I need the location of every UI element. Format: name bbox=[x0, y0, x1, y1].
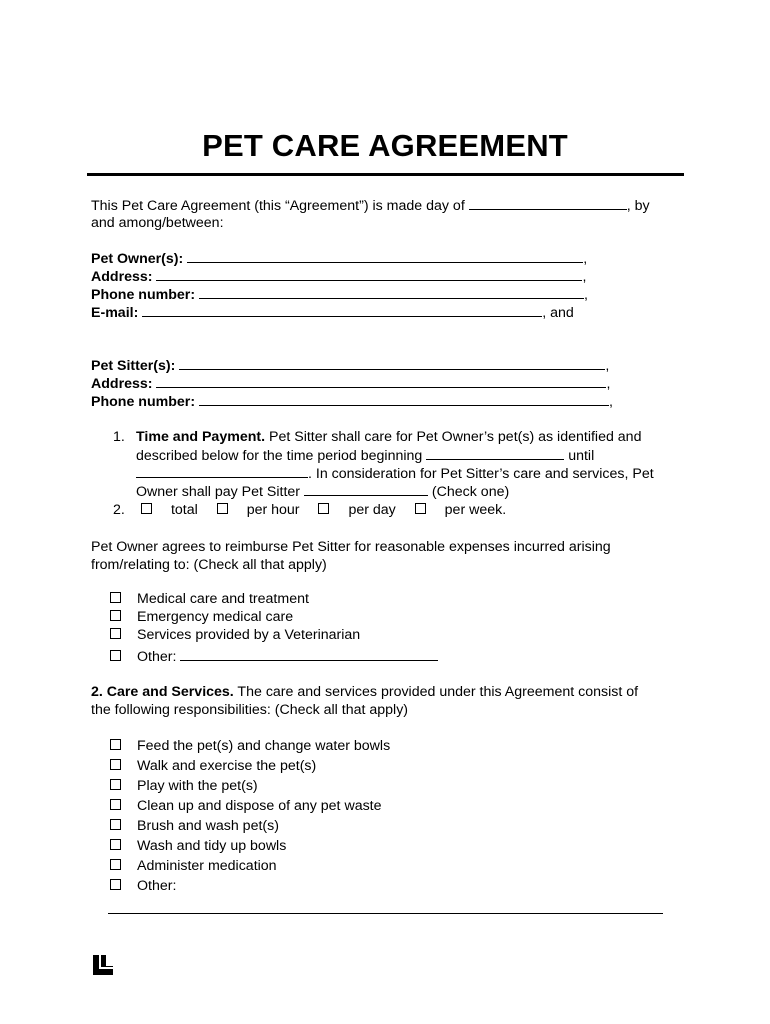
owner-name-field[interactable] bbox=[187, 249, 583, 263]
list-item-label: Walk and exercise the pet(s) bbox=[137, 758, 317, 774]
start-date-field[interactable] bbox=[426, 446, 564, 460]
section1-text: Pet Sitter shall care for Pet Owner’s pet(s) as identified and bbox=[265, 429, 642, 445]
checkbox-per-week[interactable] bbox=[415, 503, 426, 514]
list-item-label: Services provided by a Veterinarian bbox=[137, 627, 361, 643]
other-expense-field[interactable] bbox=[180, 647, 438, 661]
section2-heading: 2. Care and Services. bbox=[91, 684, 234, 700]
list-item bbox=[110, 818, 279, 834]
section1-line-2 bbox=[136, 446, 594, 465]
checkbox[interactable] bbox=[110, 819, 121, 830]
list-item-label: Other: bbox=[137, 649, 177, 665]
check-one-text: (Check one) bbox=[431, 484, 510, 500]
list-item-label: Wash and tidy up bowls bbox=[137, 838, 287, 854]
list-item bbox=[110, 647, 438, 665]
list-item bbox=[110, 627, 360, 643]
payment-amount-field[interactable] bbox=[304, 482, 428, 496]
sitter-name-field[interactable] bbox=[179, 356, 605, 370]
payment-options-row bbox=[141, 501, 506, 519]
intro-by: , by bbox=[626, 198, 650, 214]
checkbox[interactable] bbox=[110, 799, 121, 810]
list-item-label: Administer medication bbox=[137, 858, 277, 874]
list-item-label: Emergency medical care bbox=[137, 609, 294, 625]
list-item bbox=[110, 738, 390, 754]
section1-number: 1. bbox=[113, 429, 125, 445]
list-item-label: Other: bbox=[137, 878, 177, 894]
list-item bbox=[110, 758, 316, 774]
checkbox[interactable] bbox=[110, 628, 121, 639]
list-item bbox=[110, 609, 293, 625]
comma: , bbox=[583, 251, 588, 267]
comma: , bbox=[606, 376, 611, 392]
section1-line-3 bbox=[136, 464, 654, 483]
section1-text: . In consideration for Pet Sitter’s care and services, Pet bbox=[308, 466, 654, 482]
owner-phone-label: Phone number: bbox=[91, 287, 196, 303]
option-per-day-label: per day bbox=[348, 502, 396, 518]
and-text: , and bbox=[542, 305, 574, 321]
checkbox[interactable] bbox=[110, 759, 121, 770]
sitter-phone-label: Phone number: bbox=[91, 394, 196, 410]
checkbox-per-hour[interactable] bbox=[217, 503, 228, 514]
checkbox[interactable] bbox=[110, 610, 121, 621]
list-item bbox=[110, 798, 382, 814]
comma: , bbox=[584, 287, 588, 303]
section1-line-1 bbox=[136, 428, 641, 446]
list-item-label: Play with the pet(s) bbox=[137, 778, 258, 794]
section1-heading: Time and Payment. bbox=[136, 429, 266, 445]
sitter-address-label: Address: bbox=[91, 376, 153, 392]
other-services-field[interactable] bbox=[108, 913, 663, 914]
section1-text: Owner shall pay Pet Sitter bbox=[136, 484, 301, 500]
sitter-address-field[interactable] bbox=[156, 374, 606, 388]
checkbox[interactable] bbox=[110, 592, 121, 603]
option-per-hour-label: per hour bbox=[246, 502, 300, 518]
comma: , bbox=[605, 358, 610, 374]
end-date-field[interactable] bbox=[136, 464, 308, 478]
list-item-label: Medical care and treatment bbox=[137, 591, 309, 607]
list-item-label: Clean up and dispose of any pet waste bbox=[137, 798, 382, 814]
section2-line-1 bbox=[91, 683, 638, 701]
checkbox[interactable] bbox=[110, 650, 121, 661]
sitter-label: Pet Sitter(s): bbox=[91, 358, 176, 374]
owner-name-row bbox=[91, 249, 587, 268]
until-text: until bbox=[568, 448, 595, 464]
list-item-label: Brush and wash pet(s) bbox=[137, 818, 279, 834]
option-per-week-label: per week. bbox=[444, 502, 507, 518]
list-item bbox=[110, 778, 258, 794]
owner-email-label: E-mail: bbox=[91, 305, 139, 321]
list-item bbox=[110, 591, 309, 607]
list-item bbox=[110, 878, 176, 894]
sitter-phone-field[interactable] bbox=[199, 392, 609, 406]
section1-number-2: 2. bbox=[113, 502, 125, 518]
document-logo-icon bbox=[93, 955, 113, 975]
intro-text: This Pet Care Agreement (this “Agreement”) is made day of bbox=[91, 198, 465, 214]
section2-line-2: the following responsibilities: (Check all that apply) bbox=[91, 702, 409, 718]
owner-phone-field[interactable] bbox=[199, 285, 584, 299]
comma: , bbox=[609, 394, 613, 410]
reimburse-line-2: from/relating to: (Check all that apply) bbox=[91, 557, 327, 573]
intro-line-1 bbox=[91, 196, 650, 215]
sitter-address-row bbox=[91, 374, 610, 393]
checkbox[interactable] bbox=[110, 879, 121, 890]
list-item bbox=[110, 838, 286, 854]
owner-address-row bbox=[91, 267, 586, 286]
option-total-label: total bbox=[170, 502, 198, 518]
checkbox[interactable] bbox=[110, 859, 121, 870]
date-blank[interactable] bbox=[469, 196, 627, 210]
list-item bbox=[110, 858, 277, 874]
checkbox-per-day[interactable] bbox=[318, 503, 329, 514]
owner-label: Pet Owner(s): bbox=[91, 251, 184, 267]
checkbox[interactable] bbox=[110, 839, 121, 850]
owner-phone-row bbox=[91, 285, 588, 304]
owner-email-row bbox=[91, 303, 574, 322]
checkbox[interactable] bbox=[110, 739, 121, 750]
comma: , bbox=[582, 269, 587, 285]
section1-text: described below for the time period beginning bbox=[136, 448, 423, 464]
title-divider bbox=[87, 173, 684, 176]
sitter-phone-row bbox=[91, 392, 613, 411]
section1-line-4 bbox=[136, 482, 509, 501]
checkbox[interactable] bbox=[110, 779, 121, 790]
page-title: PET CARE AGREEMENT bbox=[202, 128, 568, 163]
owner-address-field[interactable] bbox=[156, 267, 582, 281]
checkbox-total[interactable] bbox=[141, 503, 152, 514]
owner-address-label: Address: bbox=[91, 269, 153, 285]
reimburse-line-1: Pet Owner agrees to reimburse Pet Sitter for reasonable expenses incurred arising bbox=[91, 539, 611, 555]
sitter-name-row bbox=[91, 356, 609, 375]
list-item-label: Feed the pet(s) and change water bowls bbox=[137, 738, 391, 754]
intro-line-2: and among/between: bbox=[91, 215, 224, 231]
section2-text: The care and services provided under this Agreement consist of bbox=[233, 684, 639, 700]
owner-email-field[interactable] bbox=[142, 303, 542, 317]
